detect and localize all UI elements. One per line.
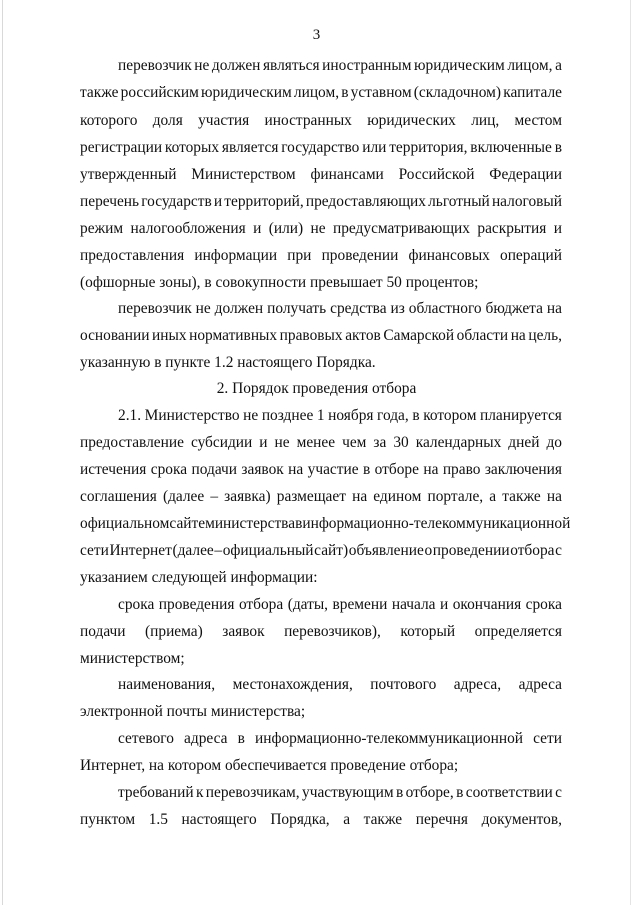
text-line: (офшорные зоны), в совокупности превышает 50 процентов; <box>80 274 479 291</box>
text-line: официальном сайте министерства в информационно-телекоммуникационной <box>80 515 571 532</box>
text-line: указанием следующей информации: <box>80 569 318 586</box>
text-line: режим налогообложения и (или) не предусматривающих раскрытия и <box>80 220 562 237</box>
text-line: истечения срока подачи заявок на участие в отборе на право заключения <box>80 461 562 478</box>
text-line: предоставление субсидии и не менее чем за 30 календарных дней до <box>80 434 562 451</box>
text-line: подачи (приема) заявок перевозчиков), который определяется <box>80 623 562 640</box>
section-heading: 2. Порядок проведения отбора <box>216 380 417 397</box>
scan-edge-right <box>630 0 631 905</box>
text-line: регистрации которых является государство или территория, включенные в <box>80 139 562 156</box>
text-line: основании иных нормативных правовых актов Самарской области на цель, <box>80 327 562 344</box>
text-line: министерством; <box>80 650 185 667</box>
text-line: также российским юридическим лицом, в уставном (складочном) капитале <box>80 84 562 101</box>
text-line: утвержденный Министерством финансами Российской Федерации <box>80 166 562 183</box>
text-line: Интернет, на котором обеспечивается проведение отбора; <box>80 757 459 774</box>
scan-edge-left <box>2 0 3 905</box>
text-line: предоставления информации при проведении финансовых операций <box>80 247 562 264</box>
text-line: сети Интернет (далее – официальный сайт) объявление о проведении отбора с <box>80 542 562 559</box>
text-line: электронной почты министерства; <box>80 703 306 720</box>
text-line: наименования, местонахождения, почтового адреса, адреса <box>118 676 562 693</box>
text-line: требований к перевозчикам, участвующим в отборе, в соответствии с <box>118 784 562 801</box>
text-line: сетевого адреса в информационно-телекоммуникационной сети <box>118 730 562 747</box>
text-line: перевозчик не должен являться иностранным юридическим лицом, а <box>118 57 562 74</box>
text-line: перевозчик не должен получать средства из областного бюджета на <box>118 300 562 317</box>
text-line: указанную в пункте 1.2 настоящего Порядка. <box>80 354 376 371</box>
text-line: соглашения (далее – заявка) размещает на едином портале, а также на <box>80 488 562 505</box>
text-line: пунктом 1.5 настоящего Порядка, а также перечня документов, <box>80 811 562 828</box>
text-line: срока проведения отбора (даты, времени начала и окончания срока <box>118 596 562 613</box>
text-line: 2.1. Министерство не позднее 1 ноября года, в котором планируется <box>118 407 562 424</box>
text-line: перечень государств и территорий, предоставляющих льготный налоговый <box>80 193 562 210</box>
page-number: 3 <box>312 27 321 43</box>
text-line: которого доля участия иностранных юридических лиц, местом <box>80 112 562 129</box>
